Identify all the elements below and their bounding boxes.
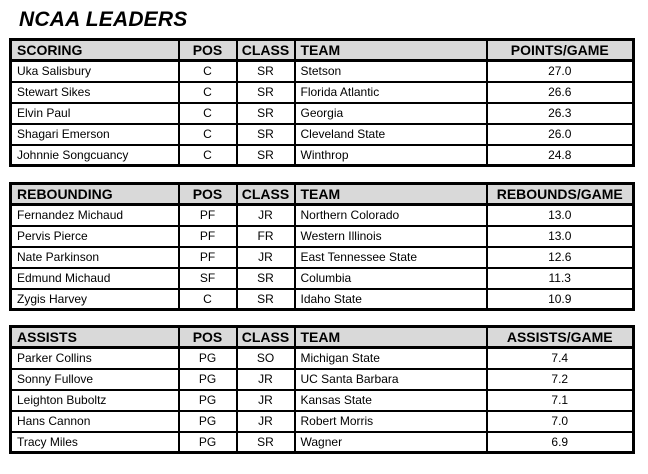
player-class: SR — [237, 124, 295, 145]
category-header: SCORING — [11, 40, 179, 61]
player-stat: 26.6 — [487, 82, 634, 103]
player-team: Stetson — [295, 61, 487, 82]
table-row — [11, 124, 634, 145]
player-class: JR — [237, 390, 295, 411]
class-header: CLASS — [237, 40, 295, 61]
table-row — [11, 103, 634, 124]
stat-header: REBOUNDS/GAME — [487, 184, 634, 205]
player-position: C — [179, 82, 237, 103]
player-class: SR — [237, 432, 295, 453]
player-position: PF — [179, 226, 237, 247]
player-team: Western Illinois — [295, 226, 487, 247]
table-header-row — [11, 184, 634, 205]
player-stat: 7.4 — [487, 348, 634, 369]
player-position: PG — [179, 432, 237, 453]
class-header: CLASS — [237, 327, 295, 348]
assists-leaders-table — [9, 325, 635, 454]
player-class: SO — [237, 348, 295, 369]
player-stat: 7.0 — [487, 411, 634, 432]
team-header: TEAM — [295, 40, 487, 61]
player-stat: 10.9 — [487, 289, 634, 310]
player-class: JR — [237, 247, 295, 268]
table-row — [11, 432, 634, 453]
player-name: Parker Collins — [11, 348, 179, 369]
player-stat: 7.1 — [487, 390, 634, 411]
player-stat: 7.2 — [487, 369, 634, 390]
table-row — [11, 61, 634, 82]
player-class: SR — [237, 103, 295, 124]
player-position: SF — [179, 268, 237, 289]
category-header: REBOUNDING — [11, 184, 179, 205]
player-team: Idaho State — [295, 289, 487, 310]
table-row — [11, 411, 634, 432]
player-stat: 27.0 — [487, 61, 634, 82]
table-header-row — [11, 327, 634, 348]
player-name: Johnnie Songcuancy — [11, 145, 179, 166]
player-name: Zygis Harvey — [11, 289, 179, 310]
player-position: C — [179, 145, 237, 166]
player-position: PG — [179, 411, 237, 432]
table-row — [11, 226, 634, 247]
stat-header: POINTS/GAME — [487, 40, 634, 61]
player-team: Georgia — [295, 103, 487, 124]
player-name: Shagari Emerson — [11, 124, 179, 145]
player-stat: 24.8 — [487, 145, 634, 166]
player-stat: 13.0 — [487, 205, 634, 226]
player-class: SR — [237, 268, 295, 289]
player-class: SR — [237, 145, 295, 166]
player-stat: 6.9 — [487, 432, 634, 453]
table-row — [11, 145, 634, 166]
player-team: Michigan State — [295, 348, 487, 369]
table-row — [11, 369, 634, 390]
page-title: NCAA LEADERS — [19, 8, 188, 31]
player-position: PG — [179, 348, 237, 369]
player-name: Sonny Fullove — [11, 369, 179, 390]
player-team: Northern Colorado — [295, 205, 487, 226]
player-position: C — [179, 103, 237, 124]
player-class: SR — [237, 82, 295, 103]
rebounding-leaders-table — [9, 182, 635, 311]
table-row — [11, 82, 634, 103]
player-team: Robert Morris — [295, 411, 487, 432]
player-stat: 26.0 — [487, 124, 634, 145]
player-name: Leighton Buboltz — [11, 390, 179, 411]
pos-header: POS — [179, 327, 237, 348]
player-class: SR — [237, 289, 295, 310]
player-name: Hans Cannon — [11, 411, 179, 432]
table-row — [11, 205, 634, 226]
table-row — [11, 348, 634, 369]
table-row — [11, 268, 634, 289]
player-name: Edmund Michaud — [11, 268, 179, 289]
scoring-leaders-table — [9, 38, 635, 167]
player-name: Stewart Sikes — [11, 82, 179, 103]
team-header: TEAM — [295, 327, 487, 348]
player-team: UC Santa Barbara — [295, 369, 487, 390]
player-position: C — [179, 61, 237, 82]
player-team: Winthrop — [295, 145, 487, 166]
pos-header: POS — [179, 40, 237, 61]
player-position: PF — [179, 205, 237, 226]
player-stat: 13.0 — [487, 226, 634, 247]
player-name: Tracy Miles — [11, 432, 179, 453]
player-class: JR — [237, 369, 295, 390]
player-class: SR — [237, 61, 295, 82]
player-position: C — [179, 124, 237, 145]
player-team: Kansas State — [295, 390, 487, 411]
player-name: Uka Salisbury — [11, 61, 179, 82]
player-stat: 26.3 — [487, 103, 634, 124]
player-stat: 12.6 — [487, 247, 634, 268]
team-header: TEAM — [295, 184, 487, 205]
player-team: Florida Atlantic — [295, 82, 487, 103]
player-team: Wagner — [295, 432, 487, 453]
player-name: Fernandez Michaud — [11, 205, 179, 226]
player-position: PG — [179, 369, 237, 390]
pos-header: POS — [179, 184, 237, 205]
player-name: Elvin Paul — [11, 103, 179, 124]
player-position: C — [179, 289, 237, 310]
player-team: Cleveland State — [295, 124, 487, 145]
player-team: East Tennessee State — [295, 247, 487, 268]
player-name: Pervis Pierce — [11, 226, 179, 247]
stat-header: ASSISTS/GAME — [487, 327, 634, 348]
player-position: PG — [179, 390, 237, 411]
player-class: JR — [237, 411, 295, 432]
player-class: JR — [237, 205, 295, 226]
category-header: ASSISTS — [11, 327, 179, 348]
player-stat: 11.3 — [487, 268, 634, 289]
player-team: Columbia — [295, 268, 487, 289]
table-row — [11, 390, 634, 411]
table-header-row — [11, 40, 634, 61]
table-row — [11, 247, 634, 268]
class-header: CLASS — [237, 184, 295, 205]
table-row — [11, 289, 634, 310]
player-position: PF — [179, 247, 237, 268]
player-name: Nate Parkinson — [11, 247, 179, 268]
player-class: FR — [237, 226, 295, 247]
